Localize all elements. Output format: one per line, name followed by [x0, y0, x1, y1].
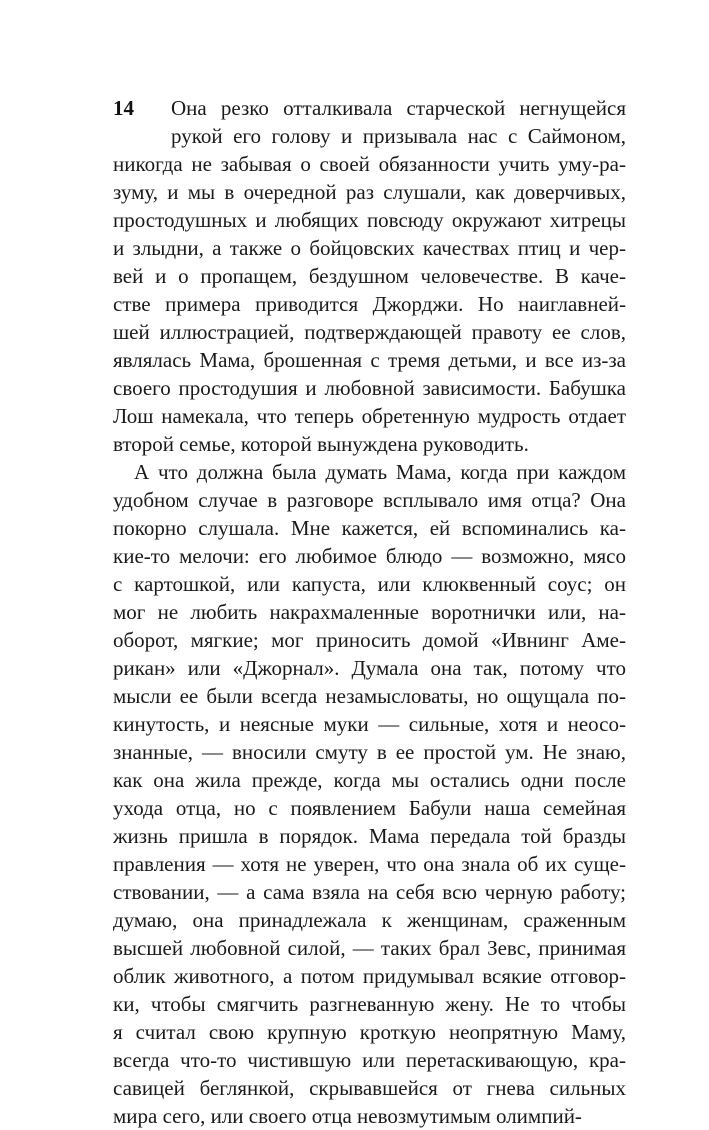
text-line: мог не любить накрахмаленные воротнички или, на-	[113, 600, 626, 624]
text-line: высшей любовной силой, — таких брал Зевс, принимая	[113, 936, 626, 960]
text-line: стве примера приводится Джорджи. Но наиглавней-	[113, 292, 626, 316]
text-line: удобном случае в разговоре всплывало имя отца? Она	[113, 488, 626, 512]
text-line: зуму, и мы в очередной раз слушали, как доверчивых,	[113, 180, 626, 204]
text-line: ухода отца, но с появлением Бабули наша семейная	[113, 796, 626, 820]
text-line: вей и о пропащем, бездушном человечестве. В каче-	[113, 264, 626, 288]
text-line: кинутость, и неясные муки — сильные, хотя и неосо-	[113, 712, 626, 736]
text-line: как она жила прежде, когда мы остались одни после	[113, 768, 626, 792]
text-line: рукой его голову и призывала нас с Саймоном,	[171, 124, 626, 148]
text-line: оборот, мягкие; мог приносить домой «Ивнинг Аме-	[113, 628, 626, 652]
page-number: 14	[113, 96, 134, 120]
text-line: и злыдни, а также о бойцовских качествах птиц и чер-	[113, 236, 626, 260]
text-line: шей иллюстрацией, подтверждающей правоту ее слов,	[113, 320, 626, 344]
text-line: жизнь пришла в порядок. Мама передала той бразды	[113, 824, 626, 848]
text-line: покорно слушала. Мне кажется, ей вспоминались ка-	[113, 516, 626, 540]
text-line: Она резко отталкивала старческой негнущейся	[171, 96, 626, 120]
text-line: являлась Мама, брошенная с тремя детьми, и все из-за	[113, 348, 626, 372]
text-line: никогда не забывая о своей обязанности учить уму-ра-	[113, 152, 626, 176]
text-line: рикан» или «Джорнал». Думала она так, потому что	[113, 656, 626, 680]
text-line: мира сего, или своего отца невозмутимым олимпий-	[113, 1104, 582, 1128]
text-line: А что должна была думать Мама, когда при каждом	[134, 460, 626, 484]
text-line: я считал свою крупную кроткую неопрятную Маму,	[113, 1020, 626, 1044]
text-line: ствовании, — а сама взяла на себя всю черную работу;	[113, 880, 626, 904]
text-line: второй семье, которой вынуждена руководить.	[113, 432, 529, 456]
text-line: с картошкой, или капуста, или клюквенный соус; он	[113, 572, 626, 596]
text-line: думаю, она принадлежала к женщинам, сраженным	[113, 908, 626, 932]
body-text	[113, 94, 626, 1130]
text-line: всегда что-то чистившую или перетаскивающую, кра-	[113, 1048, 626, 1072]
text-line: кие-то мелочи: его любимое блюдо — возможно, мясо	[113, 544, 626, 568]
text-line: знанные, — вносили смуту в ее простой ум. Не знаю,	[113, 740, 626, 764]
text-line: своего простодушия и любовной зависимости. Бабушка	[113, 376, 626, 400]
text-line: Лош намекала, что теперь обретенную мудрость отдает	[113, 404, 626, 428]
text-line: простодушных и любящих повсюду окружают хитрецы	[113, 208, 626, 232]
text-line: мысли ее были всегда незамысловаты, но ощущала по-	[113, 684, 626, 708]
text-line: облик животного, а потом придумывал всякие отговор-	[113, 964, 626, 988]
text-line: савицей беглянкой, скрывавшейся от гнева сильных	[113, 1076, 626, 1100]
text-line: ки, чтобы смягчить разгневанную жену. Не то чтобы	[113, 992, 626, 1016]
text-line: правления — хотя не уверен, что она знала об их суще-	[113, 852, 626, 876]
